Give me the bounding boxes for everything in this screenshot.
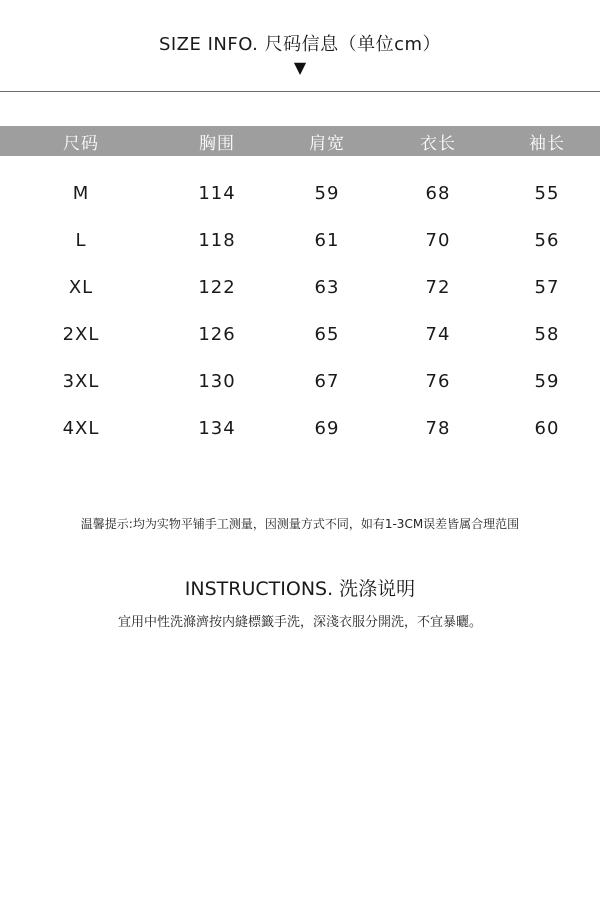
cell-length: 70	[425, 230, 451, 251]
cell-shoulder: 69	[314, 418, 340, 439]
cell-size: M	[72, 183, 90, 204]
table-row	[0, 311, 600, 358]
table-row	[0, 405, 600, 452]
table-row	[0, 170, 600, 217]
cell-sleeve: 57	[534, 277, 560, 298]
column-header-size: 尺码	[63, 133, 99, 154]
column-header-sleeve: 袖长	[529, 133, 565, 154]
column-header-length: 衣长	[420, 133, 456, 154]
cell-chest: 122	[198, 277, 236, 298]
cell-length: 78	[425, 418, 451, 439]
cell-chest: 126	[198, 324, 236, 345]
cell-sleeve: 60	[534, 418, 560, 439]
cell-chest: 114	[198, 183, 236, 204]
cell-size: XL	[68, 277, 94, 298]
instructions-text: 宜用中性洗滌濟按内縫標籤手洗，深淺衣服分開洗，不宜暴曬。	[117, 615, 482, 630]
cell-length: 72	[425, 277, 451, 298]
cell-size: 2XL	[62, 324, 100, 345]
cell-sleeve: 59	[534, 371, 560, 392]
table-header	[0, 126, 600, 156]
cell-size: L	[75, 230, 87, 251]
instructions-title: INSTRUCTIONS. 洗涤说明	[184, 578, 416, 600]
measurement-tip: 温馨提示:均为实物平铺手工测量，因测量方式不同，如有1-3CM误差皆属合理范围	[80, 517, 520, 531]
cell-sleeve: 55	[534, 183, 560, 204]
cell-length: 68	[425, 183, 451, 204]
column-header-chest: 胸围	[199, 133, 235, 154]
table-row	[0, 264, 600, 311]
column-header-shoulder: 肩宽	[309, 133, 345, 154]
cell-sleeve: 58	[534, 324, 560, 345]
cell-size: 3XL	[62, 371, 100, 392]
size-info-title: SIZE INFO. 尺码信息（单位cm）	[158, 34, 442, 55]
cell-shoulder: 63	[314, 277, 340, 298]
size-table	[0, 126, 600, 452]
cell-chest: 134	[198, 418, 236, 439]
cell-chest: 130	[198, 371, 236, 392]
cell-shoulder: 67	[314, 371, 340, 392]
down-arrow-icon: ▼	[293, 58, 307, 77]
cell-chest: 118	[198, 230, 236, 251]
cell-length: 76	[425, 371, 451, 392]
cell-shoulder: 65	[314, 324, 340, 345]
table-body	[0, 156, 600, 452]
cell-shoulder: 61	[314, 230, 340, 251]
divider-line	[0, 91, 600, 92]
cell-length: 74	[425, 324, 451, 345]
cell-sleeve: 56	[534, 230, 560, 251]
table-row	[0, 358, 600, 405]
cell-shoulder: 59	[314, 183, 340, 204]
cell-size: 4XL	[62, 418, 100, 439]
table-row	[0, 217, 600, 264]
